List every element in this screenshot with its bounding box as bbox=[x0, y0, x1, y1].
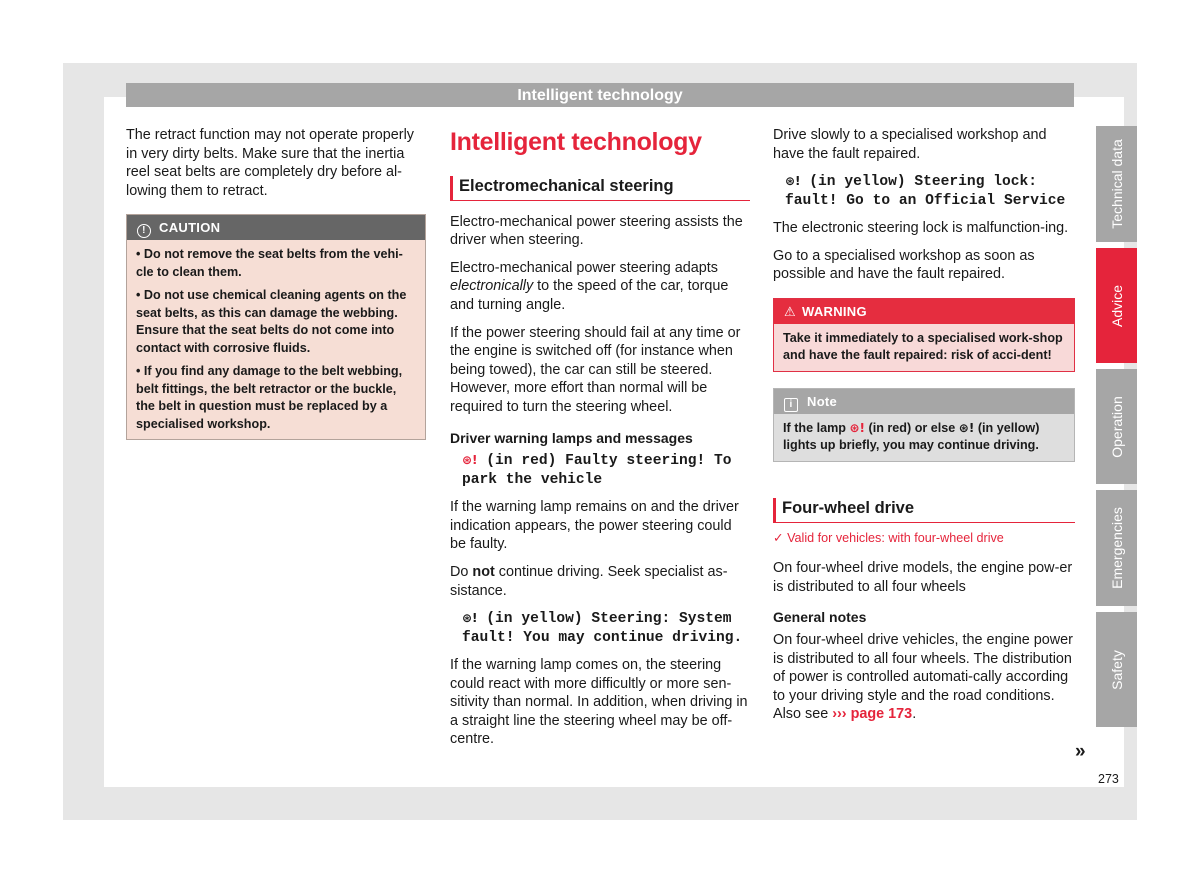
page-header: Intelligent technology bbox=[126, 83, 1074, 107]
paragraph: Electro-mechanical power steering assists the driver when steering. bbox=[450, 213, 743, 249]
paragraph: On four-wheel drive vehicles, the engine power is distributed to all four wheels. The distribution of power is controlled automati-cally according to your driving style and the road conditions. Also see ››› page 173. bbox=[773, 631, 1073, 723]
note-body: If the lamp ⊛! (in red) or else ⊛! (in yellow) lights up briefly, you may continue driving. bbox=[774, 414, 1074, 461]
intro-paragraph: The retract function may not operate properly in very dirty belts. Make sure that the inertia reel seat belts are completely dry before al-lowing them to retract. bbox=[126, 127, 414, 199]
column-3 bbox=[773, 126, 1075, 733]
info-icon: i bbox=[784, 398, 798, 412]
caution-header bbox=[127, 215, 425, 240]
caution-body bbox=[127, 240, 425, 439]
column-1 bbox=[126, 126, 426, 440]
tab-safety[interactable]: Safety bbox=[1096, 612, 1137, 727]
steering-lamp-yellow-icon: ⊛! bbox=[958, 420, 975, 435]
warning-box bbox=[773, 298, 1075, 372]
tab-advice[interactable]: Advice bbox=[1096, 248, 1137, 363]
page-title: Intelligent technology bbox=[450, 128, 702, 156]
caution-item: • Do not use chemical cleaning agents on the seat belts, as this can damage the webbing. Ensure that the seat belts do not come into contact with corrosive fluids. bbox=[136, 288, 407, 355]
paragraph: Electro-mechanical power steering adapts electronically to the speed of the car, torque and turning angle. bbox=[450, 259, 729, 313]
paragraph: On four-wheel drive models, the engine pow-er is distributed to all four wheels bbox=[773, 560, 1073, 595]
caution-title: CAUTION bbox=[159, 220, 221, 236]
steering-lamp-red-icon: ⊛! bbox=[849, 420, 866, 435]
continue-mark: » bbox=[1075, 741, 1086, 762]
warning-header: ⚠ WARNING bbox=[774, 299, 1074, 324]
paragraph: Do not continue driving. Seek specialist as-sistance. bbox=[450, 563, 728, 599]
section-title-4wd: Four-wheel drive bbox=[773, 498, 1075, 523]
paragraph: If the warning lamp comes on, the steering could react with more difficultly or more sen-sitivity than normal. In addition, when driving in a straight line the steering wheel may be off-centre. bbox=[450, 657, 748, 748]
steering-lamp-yellow-icon: ⊛! bbox=[462, 611, 478, 626]
exclamation-circle-icon: ! bbox=[137, 224, 151, 238]
tab-operation[interactable]: Operation bbox=[1096, 369, 1137, 484]
page-link[interactable]: ››› page 173 bbox=[832, 706, 913, 723]
paragraph: The electronic steering lock is malfunction-ing. bbox=[773, 220, 1069, 237]
warning-message: ⊛! (in red) Faulty steering! To park the vehicle bbox=[462, 453, 732, 489]
paragraph: Go to a specialised workshop as soon as possible and have the fault repaired. bbox=[773, 247, 1035, 283]
tab-technical-data[interactable]: Technical data bbox=[1096, 126, 1137, 242]
steering-lock-lamp-icon: ⊛! bbox=[785, 174, 801, 189]
page-number: 273 bbox=[1098, 772, 1119, 786]
column-2 bbox=[450, 126, 750, 758]
caution-item: • If you find any damage to the belt webbing, belt fittings, the belt retractor or the buckle, the belt in question must be replaced by a specialised workshop. bbox=[136, 364, 403, 431]
validity-note: ✓ Valid for vehicles: with four-wheel drive bbox=[773, 530, 1004, 545]
paragraph: If the power steering should fail at any time or the engine is switched off (for instance when being towed), the car can still be steered. However, more effort than normal will be required to turn the steering wheel. bbox=[450, 324, 741, 415]
subheading: General notes bbox=[773, 609, 867, 626]
subheading: Driver warning lamps and messages bbox=[450, 429, 693, 446]
caution-box bbox=[126, 214, 426, 440]
paragraph: If the warning lamp remains on and the driver indication appears, the power steering could be faulty. bbox=[450, 499, 739, 553]
warning-triangle-icon: ⚠ bbox=[784, 304, 796, 320]
note-header: i Note bbox=[774, 389, 1074, 414]
caution-item: • Do not remove the seat belts from the vehi-cle to clean them. bbox=[136, 247, 403, 279]
steering-lamp-red-icon: ⊛! bbox=[462, 453, 478, 468]
note-box bbox=[773, 388, 1075, 462]
paragraph: Drive slowly to a specialised workshop and have the fault repaired. bbox=[773, 127, 1047, 162]
tab-emergencies[interactable]: Emergencies bbox=[1096, 490, 1137, 606]
warning-message: ⊛! (in yellow) Steering lock: fault! Go to an Official Service bbox=[785, 174, 1066, 210]
warning-message: ⊛! (in yellow) Steering: System fault! You may continue driving. bbox=[462, 611, 743, 647]
section-title-steering: Electromechanical steering bbox=[450, 176, 750, 201]
warning-body: Take it immediately to a specialised work-shop and have the fault repaired: risk of acci-dent! bbox=[774, 324, 1074, 371]
